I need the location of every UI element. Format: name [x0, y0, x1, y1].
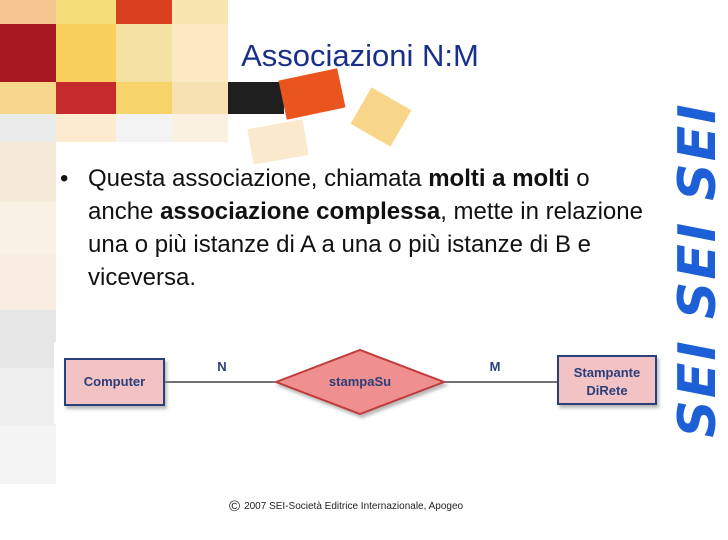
mosaic-tile [172, 0, 228, 24]
mosaic-tile [0, 368, 56, 426]
entity-label-line1: Stampante [573, 365, 641, 380]
brand-strip [668, 0, 728, 540]
relationship-stampasu [276, 350, 444, 414]
er-diagram [54, 342, 664, 424]
mosaic-tile [56, 0, 116, 24]
mosaic-tile [0, 310, 56, 368]
mosaic-tile [116, 82, 172, 114]
mosaic-tile [278, 68, 345, 120]
bullet-text [60, 162, 660, 294]
footer-text: 2007 SEI-Società Editrice Internazionale, Apogeo [244, 501, 464, 512]
bullet-bold-term: molti a molti [428, 165, 570, 192]
mosaic-tile [0, 202, 56, 254]
mosaic-tile [228, 82, 284, 114]
mosaic-tile [0, 426, 56, 484]
cardinality-n: N [217, 359, 227, 374]
mosaic-tile [0, 142, 56, 202]
page-title [0, 38, 720, 74]
bullet-icon: • [60, 165, 69, 192]
entity-stampante [558, 356, 656, 404]
mosaic-tile [247, 119, 308, 164]
mosaic-tile [0, 82, 56, 114]
mosaic-tile [56, 82, 116, 114]
mosaic-tile [116, 0, 172, 24]
mosaic-tile [56, 114, 116, 142]
mosaic-tile [0, 254, 56, 310]
bullet-text-part: , mette in relazione una o più istanze di A a una o più istanze di B e viceversa. [88, 198, 643, 291]
relationship-label: stampaSu [328, 374, 392, 389]
bullet-text-part: o anche [88, 165, 590, 225]
mosaic-tile [351, 87, 412, 146]
mosaic-tile [116, 114, 172, 142]
footer [229, 498, 463, 515]
bullet-bold-term: associazione complessa [160, 198, 441, 225]
bullet-paragraph [60, 162, 660, 294]
cardinality-m: M [489, 359, 501, 374]
bullet-text-part: Questa associazione, chiamata [88, 165, 429, 192]
page-title-text: Associazioni N:M [241, 38, 479, 73]
entity-computer [65, 359, 164, 405]
mosaic-tile [0, 114, 56, 142]
entity-label-computer: Computer [83, 374, 146, 389]
copyright-symbol: © [229, 498, 241, 515]
entity-label-line2: DiRete [586, 383, 628, 398]
mosaic-tile [172, 114, 228, 142]
mosaic-tile [172, 82, 228, 114]
mosaic-tile [0, 0, 56, 24]
sei-logo: SEI SEI SEI [668, 102, 728, 438]
